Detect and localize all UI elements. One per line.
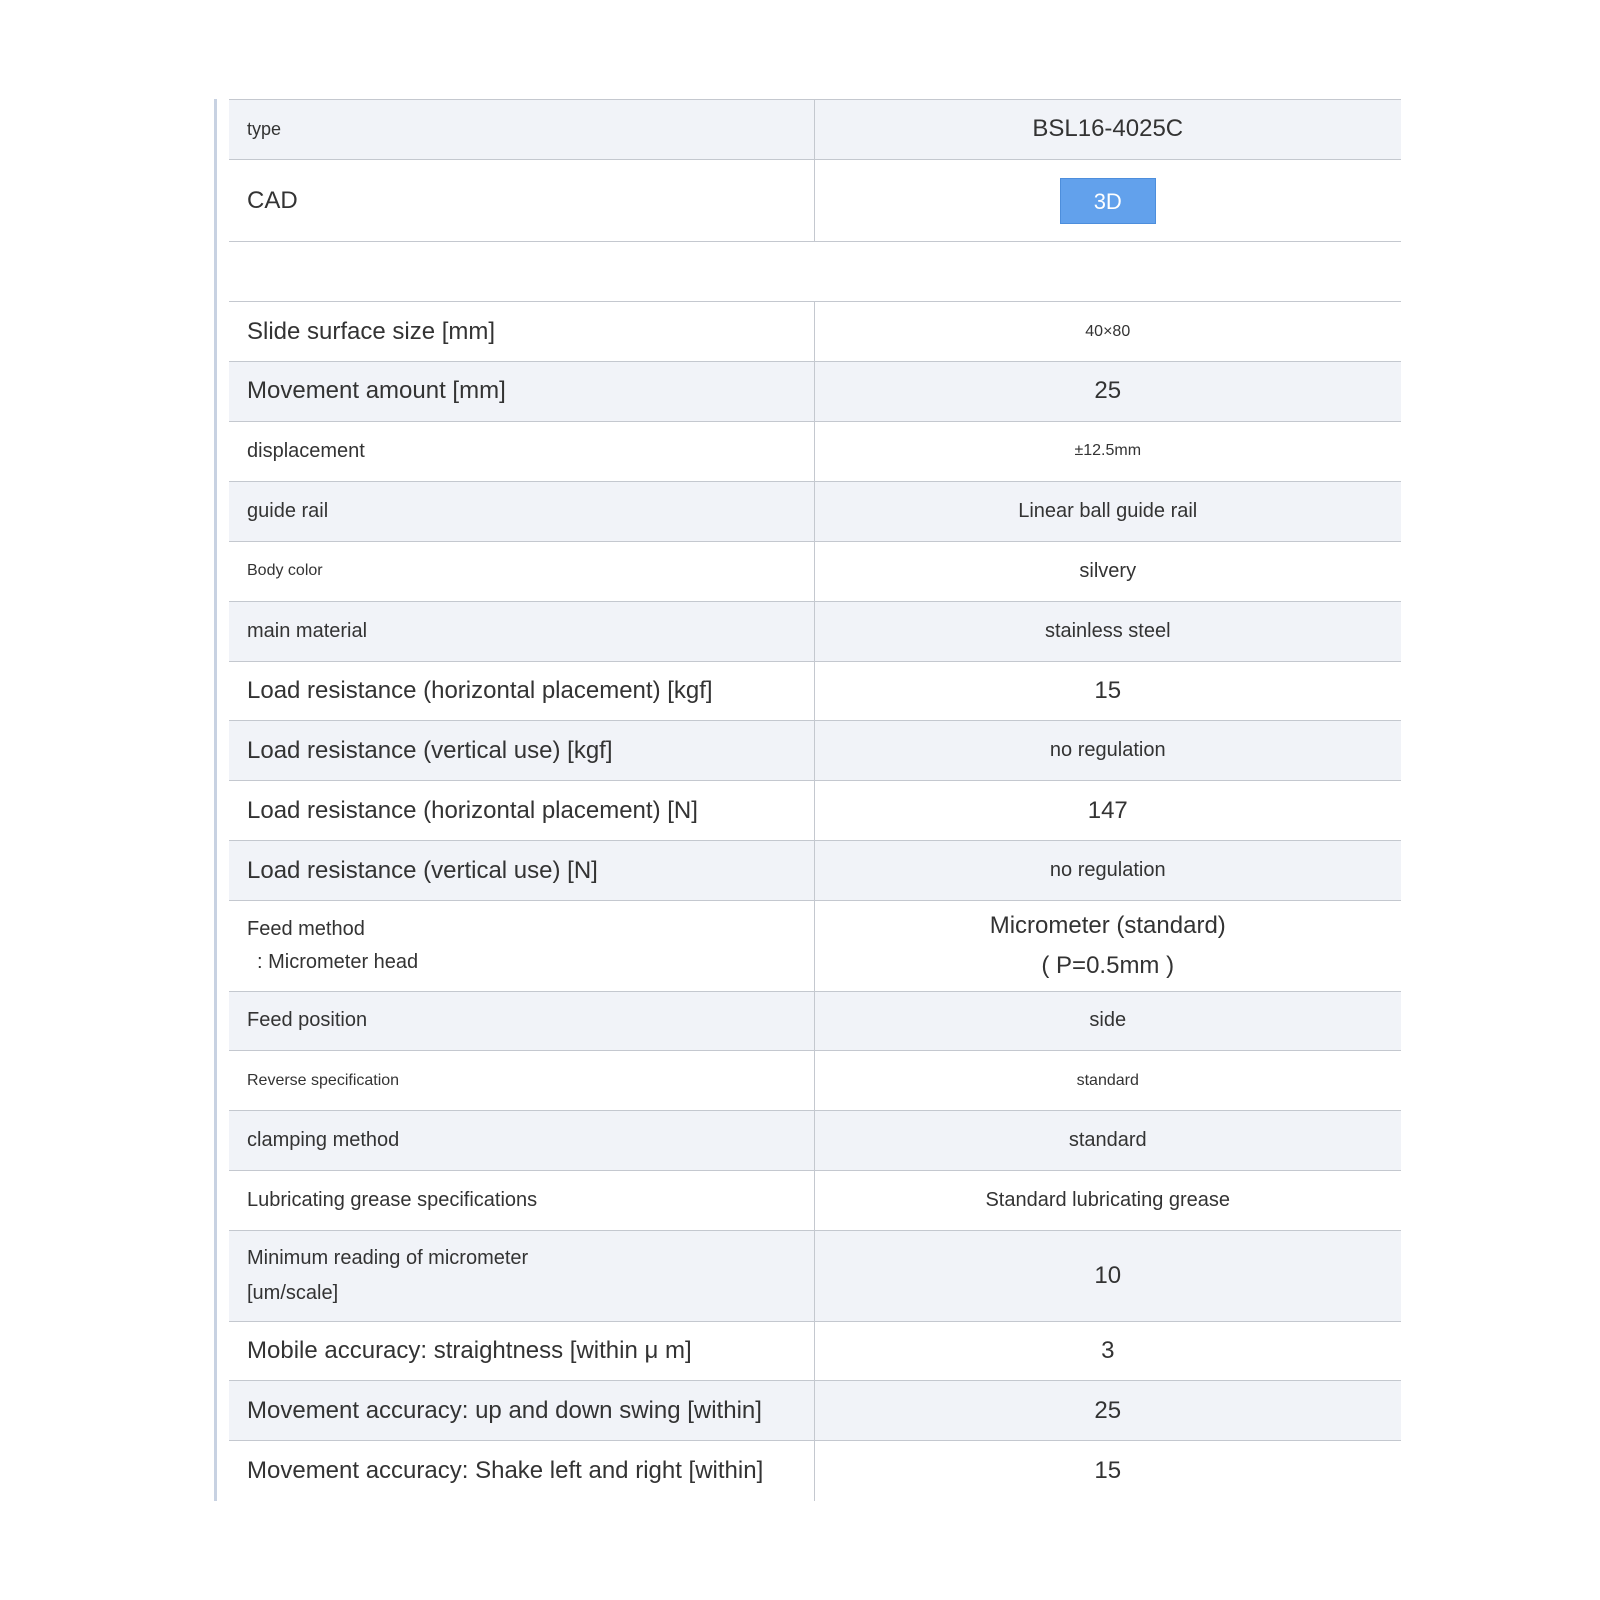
- row-label: Load resistance (horizontal placement) [kgf]: [229, 661, 814, 721]
- row-value: ±12.5mm: [814, 421, 1401, 481]
- table-row: [229, 661, 1401, 721]
- row-label: Load resistance (vertical use) [N]: [229, 841, 814, 901]
- row-value: stainless steel: [814, 601, 1401, 661]
- row-label: Feed position: [229, 991, 814, 1051]
- row-label: Movement amount [mm]: [229, 361, 814, 421]
- row-value: side: [814, 991, 1401, 1051]
- row-value: standard: [814, 1051, 1401, 1111]
- row-label: [229, 901, 814, 991]
- row-label: Body color: [229, 541, 814, 601]
- table-row: [229, 781, 1401, 841]
- row-label: Load resistance (vertical use) [kgf]: [229, 721, 814, 781]
- row-value: 147: [814, 781, 1401, 841]
- row-label: displacement: [229, 421, 814, 481]
- row-value: 10: [814, 1231, 1401, 1321]
- row-label-sub: [um/scale]: [247, 1281, 339, 1304]
- row-label: Movement accuracy: Shake left and right [within]: [229, 1441, 814, 1501]
- table-row: [229, 1321, 1401, 1381]
- row-value: no regulation: [814, 721, 1401, 781]
- row-label: CAD: [229, 159, 814, 241]
- row-label: Movement accuracy: up and down swing [within]: [229, 1381, 814, 1441]
- row-value: silvery: [814, 541, 1401, 601]
- cad-3d-button[interactable]: 3D: [1060, 178, 1156, 224]
- row-value: [814, 901, 1401, 991]
- row-value: BSL16-4025C: [814, 100, 1401, 160]
- row-value: 25: [814, 1381, 1401, 1441]
- row-value: Linear ball guide rail: [814, 481, 1401, 541]
- spec-table: [229, 99, 1401, 1501]
- row-value: Standard lubricating grease: [814, 1171, 1401, 1231]
- table-row: [229, 1171, 1401, 1231]
- table-row-type: [229, 100, 1401, 160]
- row-value: standard: [814, 1111, 1401, 1171]
- row-label: Lubricating grease specifications: [229, 1171, 814, 1231]
- row-value: 15: [814, 1441, 1401, 1501]
- row-value: [814, 159, 1401, 241]
- row-value: 40×80: [814, 302, 1401, 362]
- table-row-cad: [229, 159, 1401, 241]
- row-value: 25: [814, 361, 1401, 421]
- table-row: [229, 601, 1401, 661]
- table-row: [229, 481, 1401, 541]
- row-label-sub: : Micrometer head: [257, 950, 419, 973]
- spec-sheet: [214, 99, 1398, 1501]
- row-value: no regulation: [814, 841, 1401, 901]
- blank-cell: [814, 242, 1401, 302]
- table-row: [229, 541, 1401, 601]
- row-value-main: Micrometer (standard): [989, 911, 1226, 939]
- row-label: guide rail: [229, 481, 814, 541]
- row-label: main material: [229, 601, 814, 661]
- row-value: 15: [814, 661, 1401, 721]
- row-label: [229, 1231, 814, 1321]
- table-row: [229, 1441, 1401, 1501]
- table-row: [229, 1051, 1401, 1111]
- table-row: [229, 841, 1401, 901]
- row-value-sub: ( P=0.5mm ): [1041, 951, 1175, 979]
- row-label: Reverse specification: [229, 1051, 814, 1111]
- table-row: [229, 901, 1401, 991]
- table-row: [229, 1231, 1401, 1321]
- row-label: Load resistance (horizontal placement) [N]: [229, 781, 814, 841]
- row-label: type: [229, 100, 814, 160]
- blank-cell: [229, 242, 814, 302]
- row-label-main: Minimum reading of micrometer: [247, 1246, 529, 1269]
- table-row: [229, 302, 1401, 362]
- row-label: Slide surface size [mm]: [229, 302, 814, 362]
- table-row: [229, 421, 1401, 481]
- table-row: [229, 721, 1401, 781]
- table-row: [229, 361, 1401, 421]
- row-label-main: Feed method: [247, 917, 365, 940]
- blank-row: [229, 242, 1401, 302]
- table-row: [229, 1111, 1401, 1171]
- table-row: [229, 1381, 1401, 1441]
- row-value: 3: [814, 1321, 1401, 1381]
- row-label: clamping method: [229, 1111, 814, 1171]
- table-row: [229, 991, 1401, 1051]
- row-label: Mobile accuracy: straightness [within μ m]: [229, 1321, 814, 1381]
